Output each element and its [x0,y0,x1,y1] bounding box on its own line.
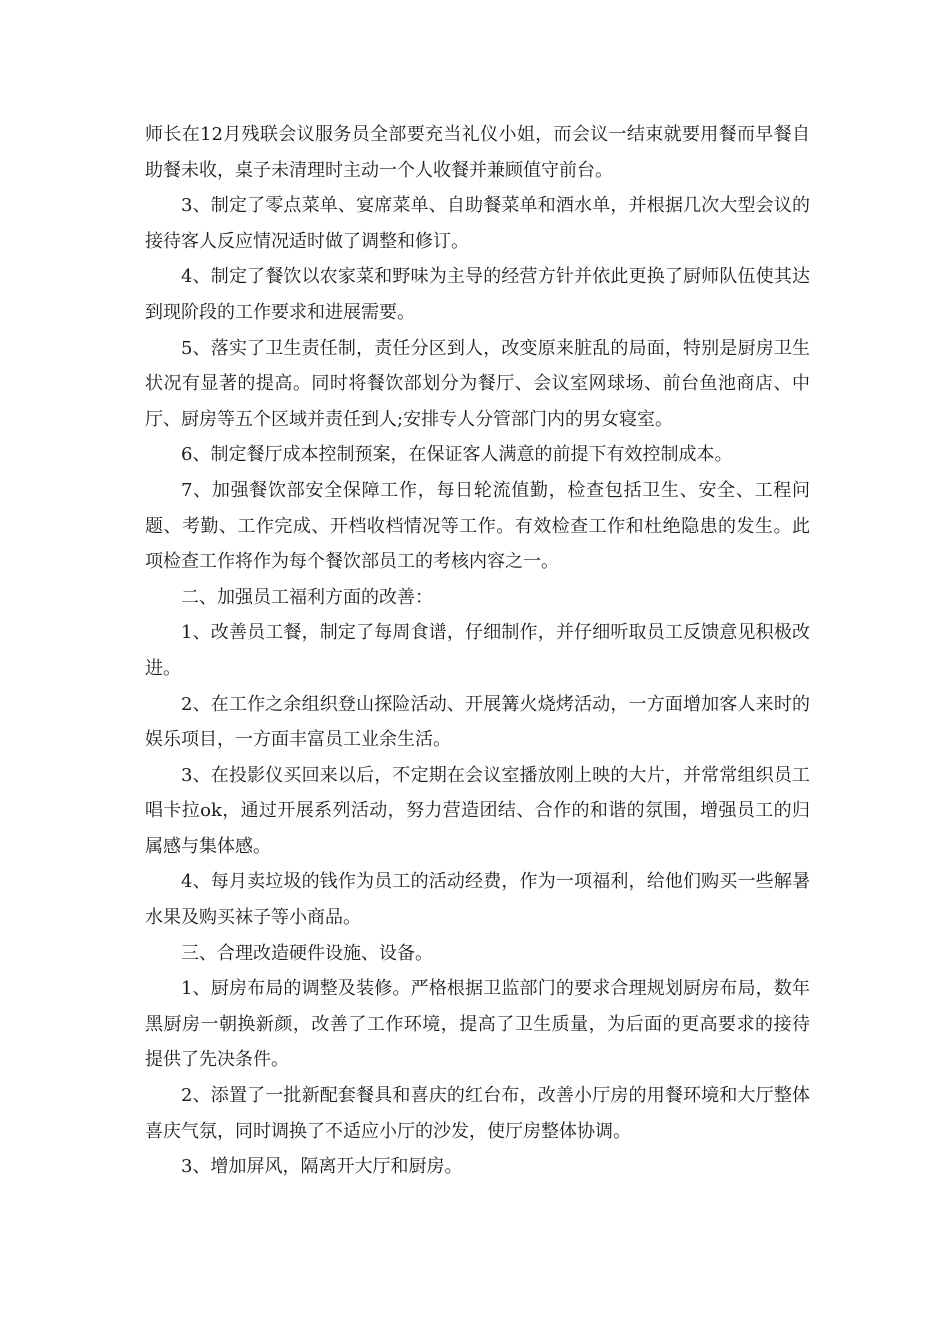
document-body [145,117,810,1185]
paragraph-item-business-policy: 4、制定了餐饮以农家菜和野味为主导的经营方针并依此更换了厨师队伍使其达到现阶段的工作要求和进展需要。 [145,266,810,323]
paragraph-continuation: 师长在12月残联会议服务员全部要充当礼仪小姐，而会议一结束就要用餐而早餐自助餐未收，桌子未清理时主动一个人收餐并兼顾值守前台。 [145,124,810,181]
paragraph-item-screens: 3、增加屏风，隔离开大厅和厨房。 [181,1156,463,1178]
paragraph-item-activities: 2、在工作之余组织登山探险活动、开展篝火烧烤活动，一方面增加客人来时的娱乐项目，一方面丰富员工业余生活。 [145,693,810,751]
paragraph-item-hygiene: 5、落实了卫生责任制，责任分区到人，改变原来脏乱的局面，特别是厨房卫生状况有显著的提高。同时将餐饮部划分为餐厅、会议室网球场、前台鱼池商店、中厅、厨房等五个区域并责任到人;安排专人分管部门内的男女寝室。 [145,337,810,430]
paragraph-item-safety: 7、加强餐饮部安全保障工作，每日轮流值勤，检查包括卫生、安全、工程问题、考勤、工作完成、开档收档情况等工作。有效检查工作和杜绝隐患的发生。此项检查工作将作为每个餐饮部员工的考核内容之一。 [145,479,810,573]
paragraph-item-cost-control: 6、制定餐厅成本控制预案，在保证客人满意的前提下有效控制成本。 [181,444,733,466]
paragraph-item-projector: 3、在投影仪买回来以后，不定期在会议室播放刚上映的大片，并常常组织员工唱卡拉ok，通过开展系列活动，努力营造团结、合作的和谐的氛围，增强员工的归属感与集体感。 [145,764,810,857]
paragraph-item-menus: 3、制定了零点菜单、宴席菜单、自助餐菜单和酒水单，并根据几次大型会议的接待客人反应情况适时做了调整和修订。 [145,195,810,252]
section-heading-facilities: 三、合理改造硬件设施、设备。 [181,942,433,964]
paragraph-item-kitchen-layout: 1、厨房布局的调整及装修。严格根据卫监部门的要求合理规划厨房布局，数年黑厨房一朝换新颜，改善了工作环境，提高了卫生质量，为后面的更高要求的接待提供了先决条件。 [145,978,810,1071]
paragraph-item-staff-meals: 1、改善员工餐，制定了每周食谱，仔细制作，并仔细听取员工反馈意见积极改进。 [145,622,810,679]
paragraph-item-activity-funds: 4、每月卖垃圾的钱作为员工的活动经费，作为一项福利，给他们购买一些解暑水果及购买袜子等小商品。 [145,871,810,929]
section-heading-welfare: 二、加强员工福利方面的改善： [181,586,433,608]
paragraph-item-tableware: 2、添置了一批新配套餐具和喜庆的红台布，改善小厅房的用餐环境和大厅整体喜庆气氛，同时调换了不适应小厅的沙发，使厅房整体协调。 [145,1085,810,1142]
